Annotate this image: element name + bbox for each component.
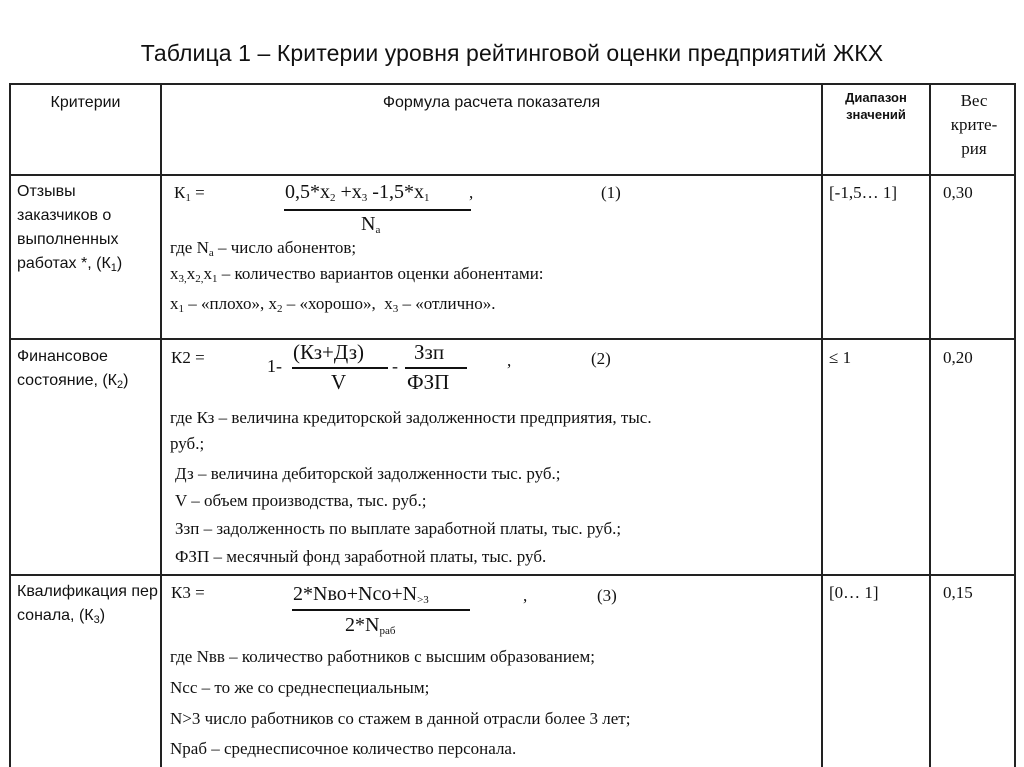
row3-formula-lhs: К3 = bbox=[171, 583, 205, 602]
row2-note-5: Ззп – задолженность по выплате заработной платы, тыс. руб.; bbox=[175, 519, 622, 538]
row2-formula-lhs: К2 = bbox=[171, 348, 205, 367]
header-weight: Вес крите-рия bbox=[950, 91, 998, 158]
page-title: Таблица 1 – Критерии уровня рейтинговой оценки предприятий ЖКХ bbox=[140, 40, 884, 66]
header-criteria: Критерии bbox=[50, 94, 121, 111]
row3-eq-number: (3) bbox=[597, 586, 617, 605]
row1-eq-number: (1) bbox=[601, 183, 621, 202]
row1-note-3: $x_1$ – «плохо», $x_2$ – «хорошо», $x_3$ – «отлично». bbox=[170, 294, 496, 315]
row3-denominator: $2*N_{раб}$ bbox=[345, 614, 396, 637]
row1-formula-lhs: $К_1$ = bbox=[174, 183, 205, 204]
row1-numerator: $0,5*x_2 +x_3$ $-1,5*x_1$ bbox=[285, 181, 430, 204]
row2-note-1: где Кз – величина кредиторской задолженности предприятия, тыс. bbox=[170, 408, 652, 427]
row1-denominator: $N_a$ bbox=[361, 213, 381, 236]
row2-criterion: Финансовое состояние, $(К_2)$ bbox=[17, 348, 129, 391]
row2-note-3: Дз – величина дебиторской задолженности тыс. руб.; bbox=[175, 464, 561, 483]
criteria-table: Критерии Формула расчета показателя Диапазон значений Вес крите-рия Отзывы заказчиков о выполненных работах *, $(К_1)$ $К_1$ = $0,5*x_2 +x_3$ $-1,5*x_1$ , $N_a$ (1) где $N_a$ – число абонентов; $x_{3,}x_{2,}x_1$ – количество вариантов оценки абонентами: $x_1$ – «плохо», $x_2$ – «хорошо», $x_3$ – «отлично». [-1,5… 1] 0,30 Финансовое состояние, $(К_2)$ К2 = 1- (Кз+Дз) V - Ззп ФЗП , (2) где Кз – величина кредиторской задолженности предприятия, тыс. руб.; Дз – величина дебиторской задолженности тыс. руб.; V – объем производства, тыс. руб.; Ззп – задолженность по выплате заработной платы, тыс. руб.; ФЗП – месячный фонд заработной платы, тыс. руб. ≤ 1 0,20 Квалификация персонала, $(К_3)$ К3 = $2*Nво+Nсо+N_{>3}$ $2*N_{раб}$ , (3) где Nвв – количество работников с высшим образованием; Nсс – то же со среднеспециальным; N>3 число работников со стажем в данной отрасли более 3 лет; Nраб – среднесписочное количество персонала. [0… 1] 0,15 bbox=[9, 83, 1016, 767]
row3-note-1: где Nвв – количество работников с высшим образованием; bbox=[170, 647, 595, 666]
header-formula: Формула расчета показателя bbox=[382, 94, 601, 111]
row3-numerator: $2*Nво+Nсо+N_{>3}$ bbox=[293, 583, 429, 606]
row2-frac1-num: (Кз+Дз) bbox=[293, 340, 364, 364]
row3-note-2: Nсс – то же со среднеспециальным; bbox=[170, 678, 430, 697]
row1-range: [-1,5… 1] bbox=[829, 183, 897, 202]
row2-frac2-den: ФЗП bbox=[407, 370, 450, 394]
row2-note-2: руб.; bbox=[170, 434, 205, 453]
row3-fraction-bar bbox=[292, 609, 470, 611]
row1-weight: 0,30 bbox=[943, 183, 973, 202]
row2-note-4: V – объем производства, тыс. руб.; bbox=[175, 491, 427, 510]
row2-eq-number: (2) bbox=[591, 349, 611, 368]
row2-note-6: ФЗП – месячный фонд заработной платы, тыс. руб. bbox=[175, 547, 547, 566]
row1-note-1: где $N_a$ – число абонентов; bbox=[170, 238, 357, 259]
row1-criterion: Отзывы заказчиков о выполненных работах *, $(К_1)$ bbox=[17, 183, 123, 274]
row1-fraction-bar bbox=[284, 209, 471, 211]
row2-frac1-den: V bbox=[331, 370, 347, 394]
row3-range: [0… 1] bbox=[829, 583, 879, 602]
header-range: Диапазон значений bbox=[845, 90, 907, 122]
row2-minus: - bbox=[392, 356, 398, 376]
row1-note-2: $x_{3,}x_{2,}x_1$ – количество вариантов оценки абонентами: bbox=[170, 264, 544, 285]
row2-frac2-num: Ззп bbox=[414, 340, 445, 364]
row3-weight: 0,15 bbox=[943, 583, 973, 602]
row3-note-4: Nраб – среднесписочное количество персонала. bbox=[170, 739, 517, 758]
row2-range: ≤ 1 bbox=[829, 348, 852, 367]
row2-weight: 0,20 bbox=[943, 348, 973, 367]
row3-criterion: Квалификация персонала, $(К_3)$ bbox=[17, 583, 158, 626]
row2-one: 1- bbox=[267, 356, 282, 376]
row3-note-3: N>3 число работников со стажем в данной отрасли более 3 лет; bbox=[170, 709, 631, 728]
